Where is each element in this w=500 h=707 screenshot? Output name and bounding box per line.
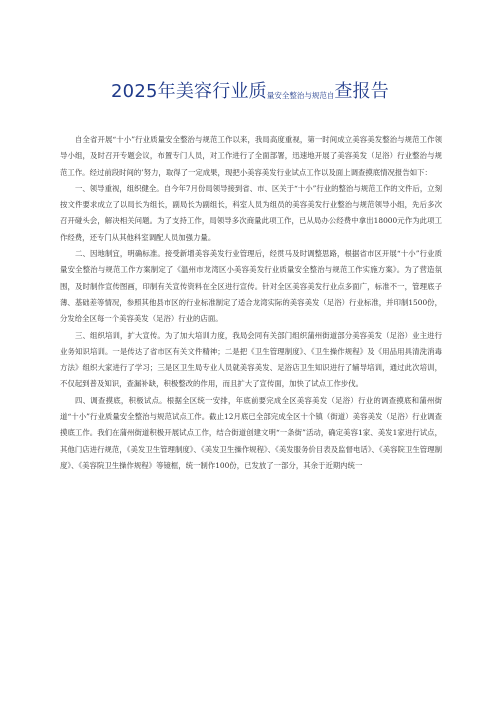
- title-main-part-1: 2025年美容行业质: [111, 81, 267, 102]
- paragraph-intro: 自全省开展“十小”行业质量安全整治与规范工作以来，我局高度重视，第一时间成立美容美发整治与规范工作领导小组，及时召开专题会议，布置专门人员，对工作进行了全面部署，迅速地开展了美容美发（足浴）行业整治与规范工作。经过前段时间的’努力，取得了一定成果，现把小美容美发行业试点工作以及面上调查摸底情况报告如下：: [60, 135, 442, 177]
- title-small-part: 量安全整治与规范自: [266, 91, 335, 100]
- paragraph-leadership: 一、领导重视，组织健全。自今年7月份局领导接到省、市、区关于“十小”行业的整治与规范工作的文件后，立刻按文件要求成立了以局长为组长，副局长为副组长，科室人员为组员的美容美发行业整治与规范领导小组，先后多次召开碰头会，解决相关问题。为了支持工作，局领导多次商量此项工作，已从局办公经费中拿出18000元作为此项工作经费，还专门从其他科室调配人员加强力量。: [60, 183, 443, 242]
- document-body: [60, 132, 442, 474]
- paragraph-standards: 二、因地制宜，明确标准。接受新增美容美发行业管理后，经贯马及时调整思路，根据省市区开展“十小”行业质量安全整治与规范工作方案制定了《温州市龙湾区小美容美发行业质量安全整治与规范工作实施方案》。为了营造氛围，及时制作宣传图画，印制有关宣传资料在全区进行宣传。针对全区美容美发行业点多面广，标准不一，管理底子薄、基础差等情况，参照其他县市区的行业标准制定了适合龙湾实际的美容美发（足浴）行业标准，并印制1500份，分发给全区每一个美容美发（足浴）行业的店面。: [60, 249, 442, 324]
- document-title: [0, 80, 500, 108]
- title-main-part-2: 查报告: [334, 81, 389, 102]
- paragraph-survey: 四、调查摸底，积极试点。根据全区统一安排，年底前要完成全区美容美发（足浴）行业的调查摸底和蒲州街道“十小”行业质量安全整治与规范试点工作。截止12月底已全部完成全区十个镇（街道）美容美发（足浴）行业调查摸底工作。我们在蒲州街道积极开展试点工作，结合街道创建文明“一条街”活动，确定美容1家、美发1家进行试点，其他门店进行规范，《美发卫生管理制度》、《美发卫生操作规程》、《美发服务价目表及监督电话》、《美容院卫生管理制度》、《美容院卫生操作规程》等镜框，统一制作100份，已发放了一部分，其余于近期内统一: [60, 395, 442, 470]
- paragraph-training: 三、组织培训，扩大宣传。为了加大培训力度，我局会同有关部门组织蒲州街道部分美容美发（足浴）业主进行业务知识培训。一是传达了省市区有关文件精神；二是把《卫生管理制度》、《卫生操作规程》及《用品用具清洗消毒方法》组织大家进行了学习；三是区卫生局专业人员就美容美发、足浴店卫生知识进行了辅导培训，通过此次培训，不仅起到普及知识，查漏补缺，积极整改的作用，而且扩大了宣传面，加快了试点工作步伐。: [60, 330, 442, 389]
